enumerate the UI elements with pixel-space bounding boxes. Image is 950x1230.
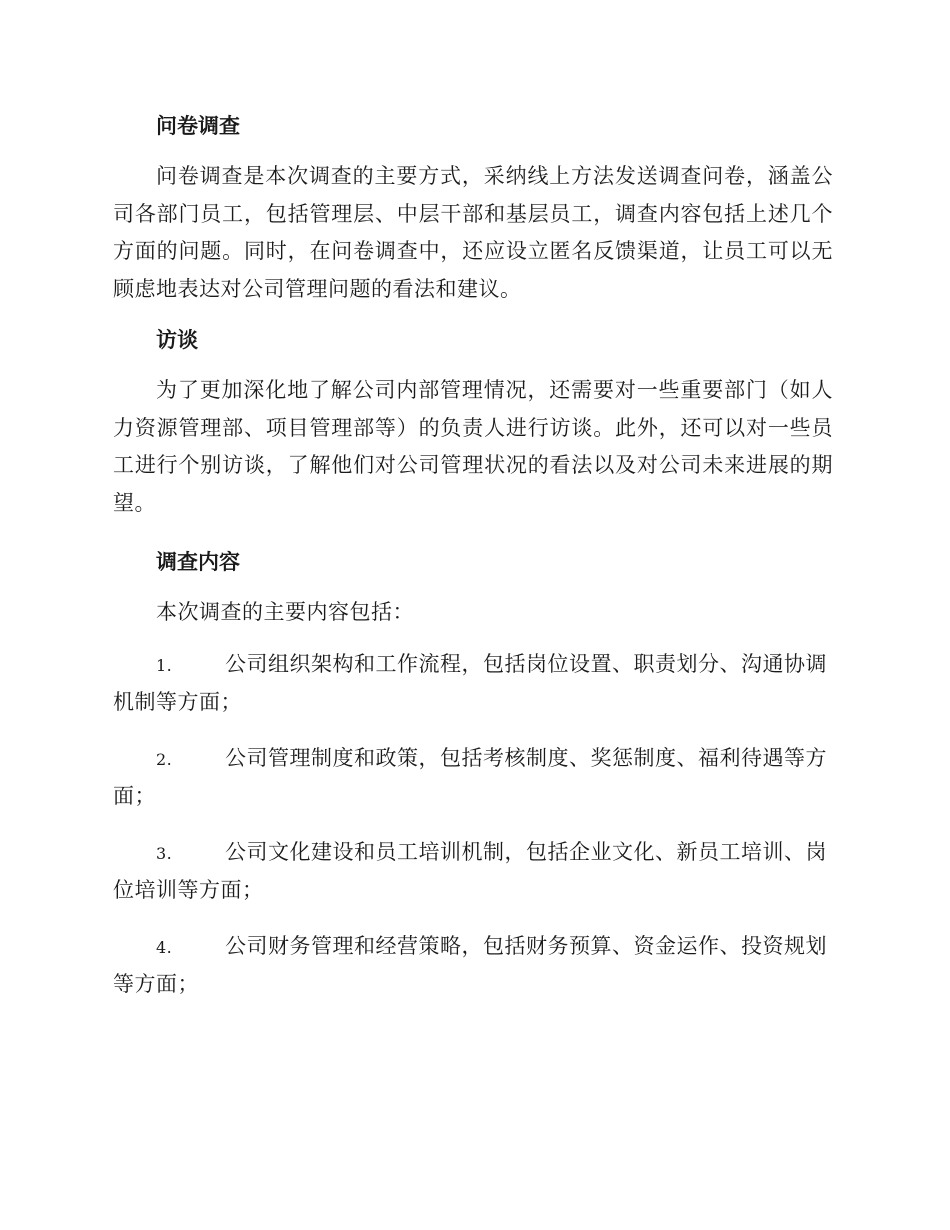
paragraph-content-intro: 本次调查的主要内容包括：	[156, 600, 414, 624]
paragraph-questionnaire: 问卷调查是本次调查的主要方式，采纳线上方法发送调查问卷，涵盖公司各部门员工，包括管理层、中层干部和基层员工，调查内容包括上述几个方面的问题。同时，在问卷调查中，还应设立匿名反馈渠道，让员工可以无顾虑地表达对公司管理问题的看法和建议。	[113, 164, 833, 301]
section-heading-interview: 访谈	[156, 328, 198, 352]
paragraph-interview: 为了更加深化地了解公司内部管理情况，还需要对一些重要部门（如人力资源管理部、项目管理部等）的负责人进行访谈。此外，还可以对一些员工进行个别访谈，了解他们对公司管理状况的看法以及对公司未来进展的期望。	[113, 378, 833, 515]
list-item-number: 1.	[156, 655, 173, 675]
list-item-number: 2.	[156, 749, 173, 769]
list-item-text: 公司管理制度和政策，包括考核制度、奖惩制度、福利待遇等方面；	[113, 745, 827, 808]
document-body	[113, 108, 833, 1022]
content-list	[113, 646, 833, 1004]
list-item	[113, 646, 833, 722]
spacer	[113, 536, 833, 544]
list-item-number: 4.	[156, 937, 173, 957]
section-heading-questionnaire: 问卷调查	[156, 114, 240, 138]
list-item-number: 3.	[156, 843, 173, 863]
list-item-text: 公司财务管理和经营策略，包括财务预算、资金运作、投资规划等方面；	[113, 933, 827, 996]
list-item	[113, 740, 833, 816]
list-item	[113, 834, 833, 910]
section-heading-content: 调查内容	[156, 550, 240, 574]
list-item-text: 公司组织架构和工作流程，包括岗位设置、职责划分、沟通协调机制等方面；	[113, 651, 827, 714]
list-item	[113, 928, 833, 1004]
list-item-text: 公司文化建设和员工培训机制，包括企业文化、新员工培训、岗位培训等方面；	[113, 839, 827, 902]
